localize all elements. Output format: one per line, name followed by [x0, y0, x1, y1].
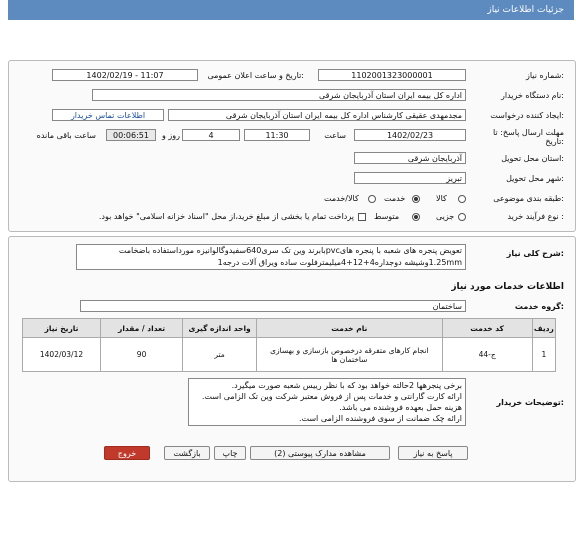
col-unit: واحد اندازه گیری — [183, 319, 257, 338]
province-field: آذربایجان شرقی — [354, 152, 466, 164]
process-radio-medium[interactable] — [412, 213, 420, 221]
reply-button[interactable]: پاسخ به نیاز — [398, 446, 468, 460]
province-label: استان محل تحویل: — [501, 154, 564, 163]
col-name: نام خدمت — [257, 319, 442, 338]
buyer-note-line: هزینه حمل بعهده فروشنده می باشد. — [339, 403, 462, 412]
category-option-both: کالا/خدمت — [324, 194, 359, 203]
process-option-minor: جزیی — [436, 212, 455, 221]
need-info-panel — [8, 60, 576, 232]
col-qty: تعداد / مقدار — [101, 319, 183, 338]
remaining-time-label: ساعت باقی مانده — [36, 131, 96, 140]
remaining-time-field: 00:06:51 — [106, 129, 156, 141]
buyer-contact-link[interactable]: اطلاعات تماس خریدار — [52, 109, 164, 121]
need-number-label: شماره نیاز: — [525, 71, 564, 80]
process-type-label: نوع فرآیند خرید : — [507, 212, 564, 221]
table-row — [23, 338, 556, 372]
deadline-date-label: تاریخ: — [545, 137, 564, 146]
col-date: تاریخ نیاز — [23, 319, 101, 338]
page-title: جزئیات اطلاعات نیاز — [487, 5, 564, 15]
view-attachments-button[interactable]: مشاهده مدارک پیوستی (2) — [250, 446, 390, 460]
cell-name: انجام کارهای متفرقه درخصوص بازسازی و بهسازی ساختمان ها — [257, 338, 442, 372]
deadline-label: مهلت ارسال پاسخ: تا — [492, 128, 564, 137]
services-table — [22, 318, 556, 372]
general-desc-label: شرح کلی نیاز: — [506, 249, 564, 258]
city-field: تبریز — [354, 172, 466, 184]
announce-date-label: تاریخ و ساعت اعلان عمومی: — [207, 71, 304, 80]
cell-unit: متر — [183, 338, 257, 372]
service-group-label: گروه خدمت: — [514, 302, 564, 311]
exit-button[interactable]: خروج — [104, 446, 150, 460]
category-label: طبقه بندی موضوعی: — [493, 194, 564, 203]
deadline-time-field: 11:30 — [244, 129, 310, 141]
buyer-notes-label: توضیحات خریدار: — [496, 398, 564, 407]
category-option-service: خدمت — [384, 194, 406, 203]
service-group-field: ساختمان — [80, 300, 466, 312]
back-button[interactable]: بازگشت — [164, 446, 210, 460]
category-option-goods: کالا — [436, 194, 447, 203]
announce-date-field: 1402/02/19 - 11:07 — [52, 69, 198, 81]
category-radio-both[interactable] — [368, 195, 376, 203]
buyer-note-line: ارائه چک ضمانت از سوی فروشنده الزامی است. — [298, 414, 462, 423]
general-desc-field: تعویض پنجره های شعبه با پنجره هایpvcبابرند وین تک سری640سفیدوگالوانیزه مورداستفاده باضخامت 1.25mmوشیشه دوجداره4+12+4میلیمترفلوت ساده ویراق آلات درجه1 — [76, 244, 466, 270]
cell-date: 1402/03/12 — [23, 338, 101, 372]
buyer-note-line: برخی پنجرهها 2حالته خواهد بود که با نظر رییس شعبه صورت میگیرد. — [231, 381, 462, 390]
col-row: ردیف — [532, 319, 555, 338]
process-option-medium: متوسط — [374, 212, 400, 221]
cell-qty: 90 — [101, 338, 183, 372]
days-label: روز و — [162, 131, 180, 140]
days-field: 4 — [182, 129, 240, 141]
col-code: کد خدمت — [442, 319, 532, 338]
cell-code: ج-44 — [442, 338, 532, 372]
category-radio-service[interactable] — [412, 195, 420, 203]
buyer-notes-field — [188, 378, 466, 426]
buyer-field: اداره کل بیمه ایران استان آذربایجان شرقی — [92, 89, 466, 101]
treasury-payment-checkbox[interactable] — [358, 213, 366, 221]
deadline-time-label: ساعت — [324, 131, 346, 140]
treasury-payment-note: پرداخت تمام یا بخشی از مبلغ خرید،از محل "اسناد خزانه اسلامی" خواهد بود. — [98, 212, 354, 221]
buyer-label: نام دستگاه خریدار: — [500, 91, 564, 100]
city-label: شهر محل تحویل: — [506, 174, 564, 183]
print-button[interactable]: چاپ — [214, 446, 246, 460]
services-section-title: اطلاعات خدمات مورد نیاز — [451, 282, 564, 292]
creator-field: مجدمهدی عقیقی کارشناس اداره کل بیمه ایران استان آذربایجان شرقی — [168, 109, 466, 121]
buyer-note-line: ارائه کارت گارانتی و خدمات پس از فروش معتبر شرکت وین تک الزامی است. — [201, 392, 462, 401]
process-radio-minor[interactable] — [458, 213, 466, 221]
need-number-field: 1102001323000001 — [318, 69, 466, 81]
creator-label: ایجاد کننده درخواست: — [490, 111, 564, 120]
deadline-date-field: 1402/02/23 — [354, 129, 466, 141]
cell-row: 1 — [532, 338, 555, 372]
table-header-row — [23, 319, 556, 338]
category-radio-goods[interactable] — [458, 195, 466, 203]
page-header — [8, 0, 574, 20]
